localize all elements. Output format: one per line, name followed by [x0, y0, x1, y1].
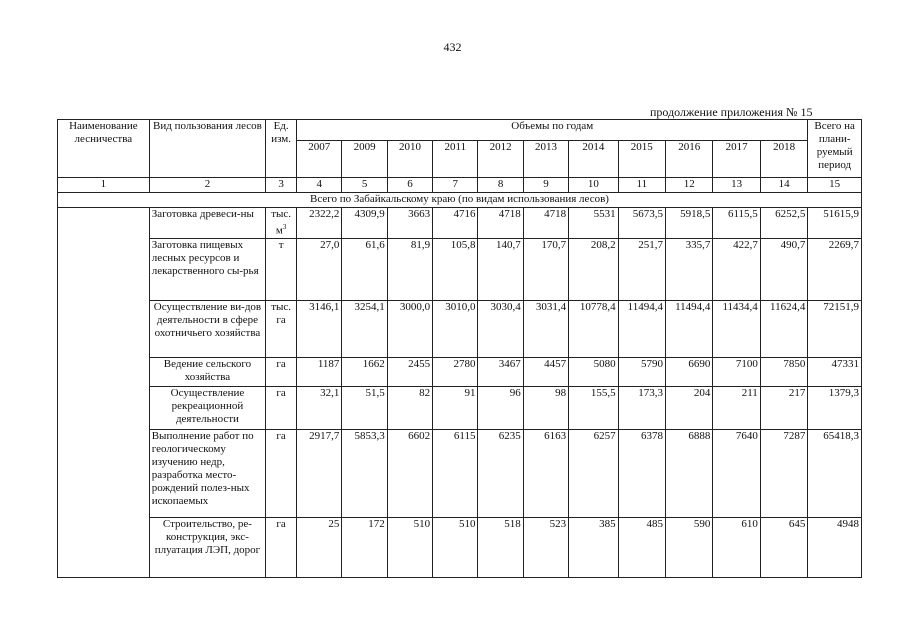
- unit-superscript: 3: [282, 223, 287, 231]
- continuation-note: продолжение приложения № 15: [650, 105, 813, 119]
- value-cell: 11434,4: [713, 300, 760, 357]
- value-cell: 251,7: [618, 238, 665, 300]
- value-cell: 3030,4: [478, 300, 523, 357]
- value-cell: 7287: [760, 429, 808, 517]
- value-cell: 105,8: [433, 238, 478, 300]
- value-cell: 6115: [433, 429, 478, 517]
- value-cell: 5918,5: [666, 208, 713, 239]
- value-cell: 6888: [666, 429, 713, 517]
- column-number: 9: [523, 178, 568, 193]
- value-cell: 27,0: [297, 238, 342, 300]
- value-cell: 3254,1: [342, 300, 387, 357]
- use-type-cell: Заготовка пищевых лесных ресурсов и лекарственного сы-рья: [149, 238, 265, 300]
- total-cell: 65418,3: [808, 429, 862, 517]
- value-cell: 6602: [387, 429, 432, 517]
- unit-cell: [266, 300, 297, 357]
- value-cell: 6378: [618, 429, 665, 517]
- column-number: 5: [342, 178, 387, 193]
- value-cell: 3146,1: [297, 300, 342, 357]
- value-cell: 51,5: [342, 386, 387, 429]
- use-type-cell: Осуществление ви-дов деятельности в сфере охотничьего хозяйства: [149, 300, 265, 357]
- value-cell: 11494,4: [618, 300, 665, 357]
- value-cell: 5080: [569, 357, 618, 386]
- table-row: [58, 357, 862, 386]
- value-cell: 523: [523, 517, 568, 577]
- value-cell: 11494,4: [666, 300, 713, 357]
- value-cell: 7640: [713, 429, 760, 517]
- value-cell: 6163: [523, 429, 568, 517]
- table-row: [58, 429, 862, 517]
- value-cell: 204: [666, 386, 713, 429]
- value-cell: 645: [760, 517, 808, 577]
- value-cell: 81,9: [387, 238, 432, 300]
- column-number: 8: [478, 178, 523, 193]
- table-row: [58, 386, 862, 429]
- use-type-cell: Осуществление рекреационной деятельности: [149, 386, 265, 429]
- value-cell: 140,7: [478, 238, 523, 300]
- value-cell: 217: [760, 386, 808, 429]
- total-cell: 51615,9: [808, 208, 862, 239]
- column-number: 2: [149, 178, 265, 193]
- table-row: [58, 238, 862, 300]
- volumes-table: [57, 119, 862, 578]
- value-cell: 6115,5: [713, 208, 760, 239]
- value-cell: 422,7: [713, 238, 760, 300]
- column-number: 6: [387, 178, 432, 193]
- value-cell: 208,2: [569, 238, 618, 300]
- value-cell: 3000,0: [387, 300, 432, 357]
- use-type-cell: Заготовка древеси-ны: [149, 208, 265, 239]
- header-year: 2012: [478, 141, 523, 178]
- value-cell: 2780: [433, 357, 478, 386]
- column-number: 10: [569, 178, 618, 193]
- table-row: [58, 517, 862, 577]
- value-cell: 1662: [342, 357, 387, 386]
- header-total: Всего на плани-руемый период: [808, 120, 862, 178]
- value-cell: 4457: [523, 357, 568, 386]
- unit-cell: [266, 238, 297, 300]
- unit-cell: [266, 357, 297, 386]
- column-number: 11: [618, 178, 665, 193]
- column-number: 4: [297, 178, 342, 193]
- value-cell: 172: [342, 517, 387, 577]
- column-number: 15: [808, 178, 862, 193]
- column-number: 14: [760, 178, 808, 193]
- value-cell: 155,5: [569, 386, 618, 429]
- use-type-cell: Выполнение работ по геологическому изучению недр, разработка место-рождений полез-ных ископаемых: [149, 429, 265, 517]
- value-cell: 170,7: [523, 238, 568, 300]
- value-cell: 490,7: [760, 238, 808, 300]
- unit-text: га: [276, 429, 286, 442]
- header-year: 2017: [713, 141, 760, 178]
- value-cell: 1187: [297, 357, 342, 386]
- value-cell: 6257: [569, 429, 618, 517]
- unit-text: тыс. м: [271, 208, 292, 237]
- value-cell: 2322,2: [297, 208, 342, 239]
- value-cell: 4718: [523, 208, 568, 239]
- section-title: Всего по Забайкальскому краю (по видам использования лесов): [58, 193, 862, 208]
- table-row: [58, 208, 862, 239]
- value-cell: 4716: [433, 208, 478, 239]
- value-cell: 61,6: [342, 238, 387, 300]
- use-type-cell: Строительство, ре-конструкция, экс-плуатация ЛЭП, дорог: [149, 517, 265, 577]
- table-row: [58, 300, 862, 357]
- value-cell: 5853,3: [342, 429, 387, 517]
- value-cell: 590: [666, 517, 713, 577]
- use-type-cell: Ведение сельского хозяйства: [149, 357, 265, 386]
- unit-cell: [266, 517, 297, 577]
- value-cell: 32,1: [297, 386, 342, 429]
- unit-text: га: [276, 517, 286, 530]
- header-year: 2007: [297, 141, 342, 178]
- value-cell: 485: [618, 517, 665, 577]
- header-year: 2015: [618, 141, 665, 178]
- column-number: 3: [266, 178, 297, 193]
- value-cell: 4309,9: [342, 208, 387, 239]
- value-cell: 98: [523, 386, 568, 429]
- value-cell: 25: [297, 517, 342, 577]
- header-year: 2016: [666, 141, 713, 178]
- header-year: 2011: [433, 141, 478, 178]
- unit-text: тыс. га: [271, 300, 292, 326]
- unit-cell: [266, 208, 297, 239]
- value-cell: 3663: [387, 208, 432, 239]
- value-cell: 385: [569, 517, 618, 577]
- unit-cell: [266, 386, 297, 429]
- value-cell: 10778,4: [569, 300, 618, 357]
- value-cell: 5531: [569, 208, 618, 239]
- value-cell: 518: [478, 517, 523, 577]
- value-cell: 2455: [387, 357, 432, 386]
- column-number: 13: [713, 178, 760, 193]
- value-cell: 96: [478, 386, 523, 429]
- value-cell: 6235: [478, 429, 523, 517]
- header-year: 2009: [342, 141, 387, 178]
- value-cell: 82: [387, 386, 432, 429]
- value-cell: 610: [713, 517, 760, 577]
- value-cell: 335,7: [666, 238, 713, 300]
- value-cell: 6252,5: [760, 208, 808, 239]
- value-cell: 173,3: [618, 386, 665, 429]
- value-cell: 5790: [618, 357, 665, 386]
- value-cell: 211: [713, 386, 760, 429]
- column-number: 7: [433, 178, 478, 193]
- value-cell: 2917,7: [297, 429, 342, 517]
- header-year: 2010: [387, 141, 432, 178]
- header-year: 2014: [569, 141, 618, 178]
- value-cell: 11624,4: [760, 300, 808, 357]
- total-cell: 4948: [808, 517, 862, 577]
- header-year: 2013: [523, 141, 568, 178]
- value-cell: 91: [433, 386, 478, 429]
- unit-text: т: [278, 238, 284, 251]
- value-cell: 4718: [478, 208, 523, 239]
- forestry-cell: [58, 208, 150, 578]
- value-cell: 7850: [760, 357, 808, 386]
- unit-cell: [266, 429, 297, 517]
- header-forestry: Наименование лесничества: [58, 120, 150, 178]
- value-cell: 510: [433, 517, 478, 577]
- value-cell: 3031,4: [523, 300, 568, 357]
- unit-text: га: [276, 357, 286, 370]
- total-cell: 72151,9: [808, 300, 862, 357]
- page-number: 432: [443, 40, 462, 54]
- value-cell: 7100: [713, 357, 760, 386]
- value-cell: 3467: [478, 357, 523, 386]
- value-cell: 6690: [666, 357, 713, 386]
- column-number: 1: [58, 178, 150, 193]
- total-cell: 1379,3: [808, 386, 862, 429]
- header-volumes: Объемы по годам: [297, 120, 808, 141]
- value-cell: 5673,5: [618, 208, 665, 239]
- header-use-type: Вид пользования лесов: [149, 120, 265, 178]
- header-year: 2018: [760, 141, 808, 178]
- column-number: 12: [666, 178, 713, 193]
- header-unit: Ед. изм.: [266, 120, 297, 178]
- value-cell: 3010,0: [433, 300, 478, 357]
- value-cell: 510: [387, 517, 432, 577]
- total-cell: 47331: [808, 357, 862, 386]
- unit-text: га: [276, 386, 286, 399]
- total-cell: 2269,7: [808, 238, 862, 300]
